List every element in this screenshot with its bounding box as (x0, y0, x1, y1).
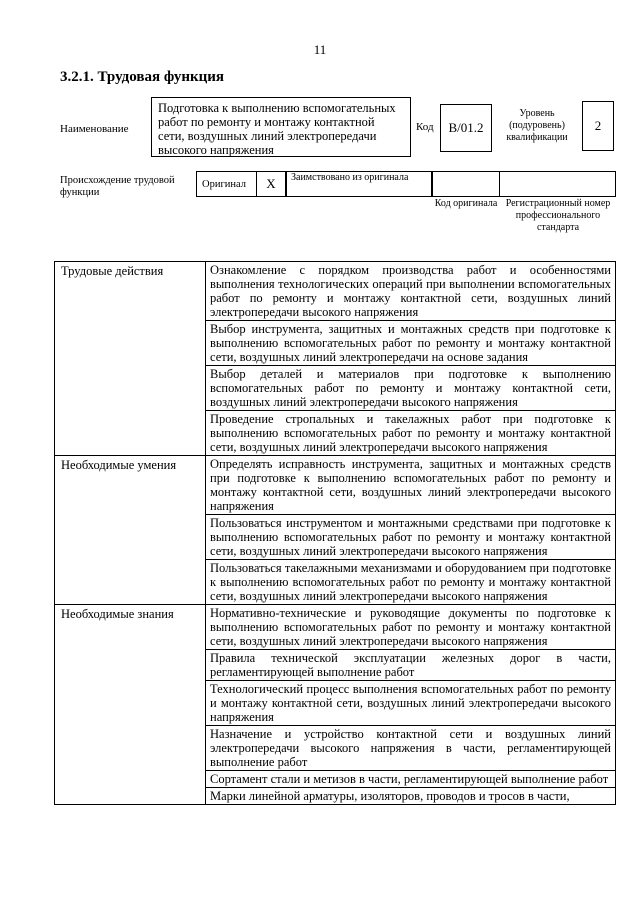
table-row (55, 605, 616, 650)
table-cell: Проведение стропальных и такелажных работ при подготовке к выполнению вспомогательных работ по ремонту и монтажу контактной сети, воздушных линий электропередачи высокого напряжения (206, 411, 616, 456)
table-cell: Пользоваться инструментом и монтажными средствами при подготовке к выполнению вспомогательных работ по ремонту и монтажу контактной сети, воздушных линий электропередачи высокого напряжения (206, 515, 616, 560)
borrowed-label: Заимствовано из оригинала (291, 172, 409, 183)
code-value: B/01.2 (448, 120, 484, 135)
original-mark-cell (256, 171, 286, 197)
name-label: Наименование (60, 123, 129, 135)
table-cell: Выбор инструмента, защитных и монтажных средств при подготовке к выполнению вспомогательных работ по ремонту и монтажу контактной сети, воздушных линий электропередачи на основе задания (206, 321, 616, 366)
level-box (582, 101, 614, 151)
category-cell: Необходимые умения (55, 456, 206, 605)
code-box (440, 104, 492, 152)
table-cell: Технологический процесс выполнения вспомогательных работ по ремонту и монтажу контактной сети, воздушных линий электропередачи высокого напряжения (206, 681, 616, 726)
table-cell: Нормативно-технические и руководящие документы по подготовке к выполнению вспомогательных работ по ремонту и монтажу контактной сети, воздушных линий электропередачи высокого напряжения (206, 605, 616, 650)
table-cell: Назначение и устройство контактной сети и воздушных линий электропередачи высокого напряжения в части, регламентирующей выполнение работ (206, 726, 616, 771)
page-number: 11 (313, 42, 327, 57)
section-title: 3.2.1. Трудовая функция (60, 69, 225, 85)
table-cell: Пользоваться такелажными механизмами и оборудованием при подготовке к выполнению вспомогательных работ по ремонту и монтажу контактной сети, воздушных линий электропередачи высокого напряжения (206, 560, 616, 605)
original-label: Оригинал (202, 179, 246, 190)
code-original-label: Код оригинала (434, 198, 498, 209)
level-label: Уровень (подуровень) квалификации (506, 108, 568, 143)
reg-number-label: Регистрационный номер профессионального стандарта (505, 198, 611, 233)
code-label: Код (416, 121, 434, 133)
table-row (55, 456, 616, 515)
code-original-cell (432, 171, 500, 197)
table-cell: Марки линейной арматуры, изоляторов, проводов и тросов в части, (206, 788, 616, 805)
table-cell: Выбор деталей и материалов при подготовке к выполнению вспомогательных работ по ремонту и монтажу контактной сети, воздушных линий электропередачи высокого напряжения (206, 366, 616, 411)
table-cell: Правила технической эксплуатации железных дорог в части, регламентирующей выполнение работ (206, 650, 616, 681)
table-cell: Сортамент стали и метизов в части, регламентирующей выполнение работ (206, 771, 616, 788)
level-value: 2 (594, 118, 602, 133)
function-name-value: Подготовка к выполнению вспомогательных работ по ремонту и монтажу контактной сети, воздушных линий электропередачи высокого напряжения (158, 101, 396, 157)
function-name-box (151, 97, 411, 157)
table-cell: Определять исправность инструмента, защитных и монтажных средств при подготовке к выполнению вспомогательных работ по ремонту и монтажу контактной сети, воздушных линий электропередачи высокого напряжения (206, 456, 616, 515)
category-cell: Трудовые действия (55, 262, 206, 456)
table-row (55, 262, 616, 321)
origin-label: Происхождение трудовой функции (60, 175, 175, 198)
table-cell: Ознакомление с порядком производства работ и особенностями выполнения технологических операций при выполнении вспомогательных работ по ремонту и монтажу контактной сети, воздушных линий электропередачи высокого напряжения (206, 262, 616, 321)
function-details-table (54, 261, 616, 805)
category-cell: Необходимые знания (55, 605, 206, 805)
original-mark: Х (266, 176, 276, 191)
